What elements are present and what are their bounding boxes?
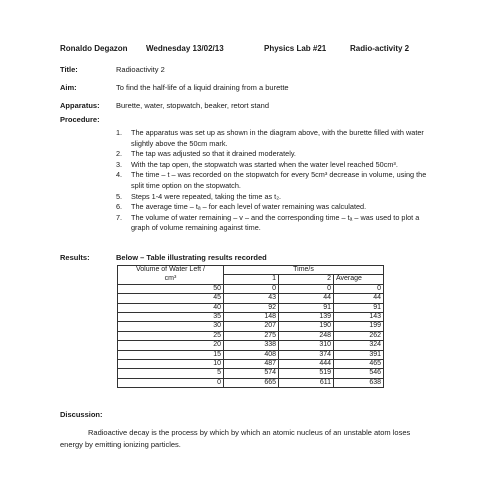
table-row xyxy=(118,341,384,350)
table-row xyxy=(118,284,384,293)
volume-header: Volume of Water Left / xyxy=(118,266,224,275)
trial-time-cell: 374 xyxy=(279,350,334,359)
volume-cell: 15 xyxy=(118,350,224,359)
trial-time-cell: 310 xyxy=(279,341,334,350)
volume-cell: 35 xyxy=(118,313,224,322)
average-time-cell: 465 xyxy=(334,360,384,369)
volume-cell: 50 xyxy=(118,284,224,293)
volume-cell: 0 xyxy=(118,378,224,387)
average-time-cell: 143 xyxy=(334,313,384,322)
trial-time-cell: 190 xyxy=(279,322,334,331)
title-value: Radioactivity 2 xyxy=(116,65,165,74)
trial-time-cell: 444 xyxy=(279,360,334,369)
table-row xyxy=(118,303,384,312)
procedure-step: 4. The time – t – was recorded on the stopwatch for every 5cm³ decrease in volume, using the split time option on the stopwatch. xyxy=(116,170,427,190)
procedure-step: 3. With the tap open, the stopwatch was started when the water level reached 50cm³. xyxy=(116,159,398,169)
trial-time-cell: 207 xyxy=(224,322,279,331)
trial-time-cell: 44 xyxy=(279,294,334,303)
trial-time-cell: 0 xyxy=(224,284,279,293)
procedure-step: 2. The tap was adjusted so that it drained moderately. xyxy=(116,149,296,159)
table-row xyxy=(118,378,384,387)
volume-cell: 45 xyxy=(118,294,224,303)
student-name: Ronaldo Degazon xyxy=(60,44,128,53)
trial-time-cell: 92 xyxy=(224,303,279,312)
trial-time-cell: 574 xyxy=(224,369,279,378)
discussion-text: Radioactive decay is the process by which by which an atomic nucleus of an unstable atom loses energy by emitting ionizing particles. xyxy=(60,428,411,449)
results-table xyxy=(117,265,384,388)
aim-label: Aim: xyxy=(60,83,77,92)
trial-time-cell: 275 xyxy=(224,331,279,340)
volume-cell: 10 xyxy=(118,360,224,369)
volume-cell: 20 xyxy=(118,341,224,350)
trial-time-cell: 408 xyxy=(224,350,279,359)
trial-time-cell: 43 xyxy=(224,294,279,303)
procedure-step: 7. The volume of water remaining – v – and the corresponding time – tₐ – was used to plot a graph of volume remaining against time. xyxy=(116,212,420,233)
volume-cell: 40 xyxy=(118,303,224,312)
discussion-label: Discussion: xyxy=(60,410,103,419)
trial-1-header: 1 xyxy=(224,275,279,284)
trial-time-cell: 519 xyxy=(279,369,334,378)
trial-time-cell: 148 xyxy=(224,313,279,322)
lab-topic: Radio-activity 2 xyxy=(350,44,410,53)
volume-cell: 5 xyxy=(118,369,224,378)
volume-cell: 30 xyxy=(118,322,224,331)
table-row xyxy=(118,331,384,340)
title-label: Title: xyxy=(60,65,78,74)
volume-cell: 25 xyxy=(118,331,224,340)
procedure-step: 1. The apparatus was set up as shown in the diagram above, with the burette filled with water slightly above the 50cm mark. xyxy=(116,128,424,148)
trial-2-header: 2 xyxy=(279,275,334,284)
average-time-cell: 0 xyxy=(334,284,384,293)
table-row xyxy=(118,350,384,359)
average-time-cell: 199 xyxy=(334,322,384,331)
apparatus-value: Burette, water, stopwatch, beaker, retort stand xyxy=(116,101,269,110)
table-row xyxy=(118,322,384,331)
trial-time-cell: 611 xyxy=(279,378,334,387)
average-time-cell: 262 xyxy=(334,331,384,340)
trial-time-cell: 338 xyxy=(224,341,279,350)
average-time-cell: 638 xyxy=(334,378,384,387)
table-header-row xyxy=(118,266,384,275)
average-time-cell: 91 xyxy=(334,303,384,312)
trial-time-cell: 0 xyxy=(279,284,334,293)
average-header: Average xyxy=(334,275,384,284)
lab-number: Physics Lab #21 xyxy=(264,44,327,53)
procedure-step: 5. Steps 1-4 were repeated, taking the time as t₂. xyxy=(116,191,282,201)
volume-unit-header: cm³ xyxy=(118,275,224,284)
report-date: Wednesday 13/02/13 xyxy=(146,44,224,53)
procedure-step: 6. The average time – tₐ – for each level of water remaining was calculated. xyxy=(116,202,367,212)
average-time-cell: 546 xyxy=(334,369,384,378)
average-time-cell: 391 xyxy=(334,350,384,359)
table-row xyxy=(118,369,384,378)
table-subheader-row xyxy=(118,275,384,284)
results-label: Results: xyxy=(60,253,90,262)
trial-time-cell: 248 xyxy=(279,331,334,340)
table-row xyxy=(118,360,384,369)
procedure-label: Procedure: xyxy=(60,115,100,124)
procedure-list xyxy=(116,128,436,234)
table-row xyxy=(118,313,384,322)
apparatus-label: Apparatus: xyxy=(60,101,100,110)
table-title: Below – Table illustrating results recorded xyxy=(116,253,267,262)
trial-time-cell: 487 xyxy=(224,360,279,369)
average-time-cell: 324 xyxy=(334,341,384,350)
trial-time-cell: 91 xyxy=(279,303,334,312)
average-time-cell: 44 xyxy=(334,294,384,303)
trial-time-cell: 665 xyxy=(224,378,279,387)
aim-value: To find the half-life of a liquid draining from a burette xyxy=(116,83,289,92)
trial-time-cell: 139 xyxy=(279,313,334,322)
table-row xyxy=(118,294,384,303)
time-header: Time/s xyxy=(224,266,384,275)
